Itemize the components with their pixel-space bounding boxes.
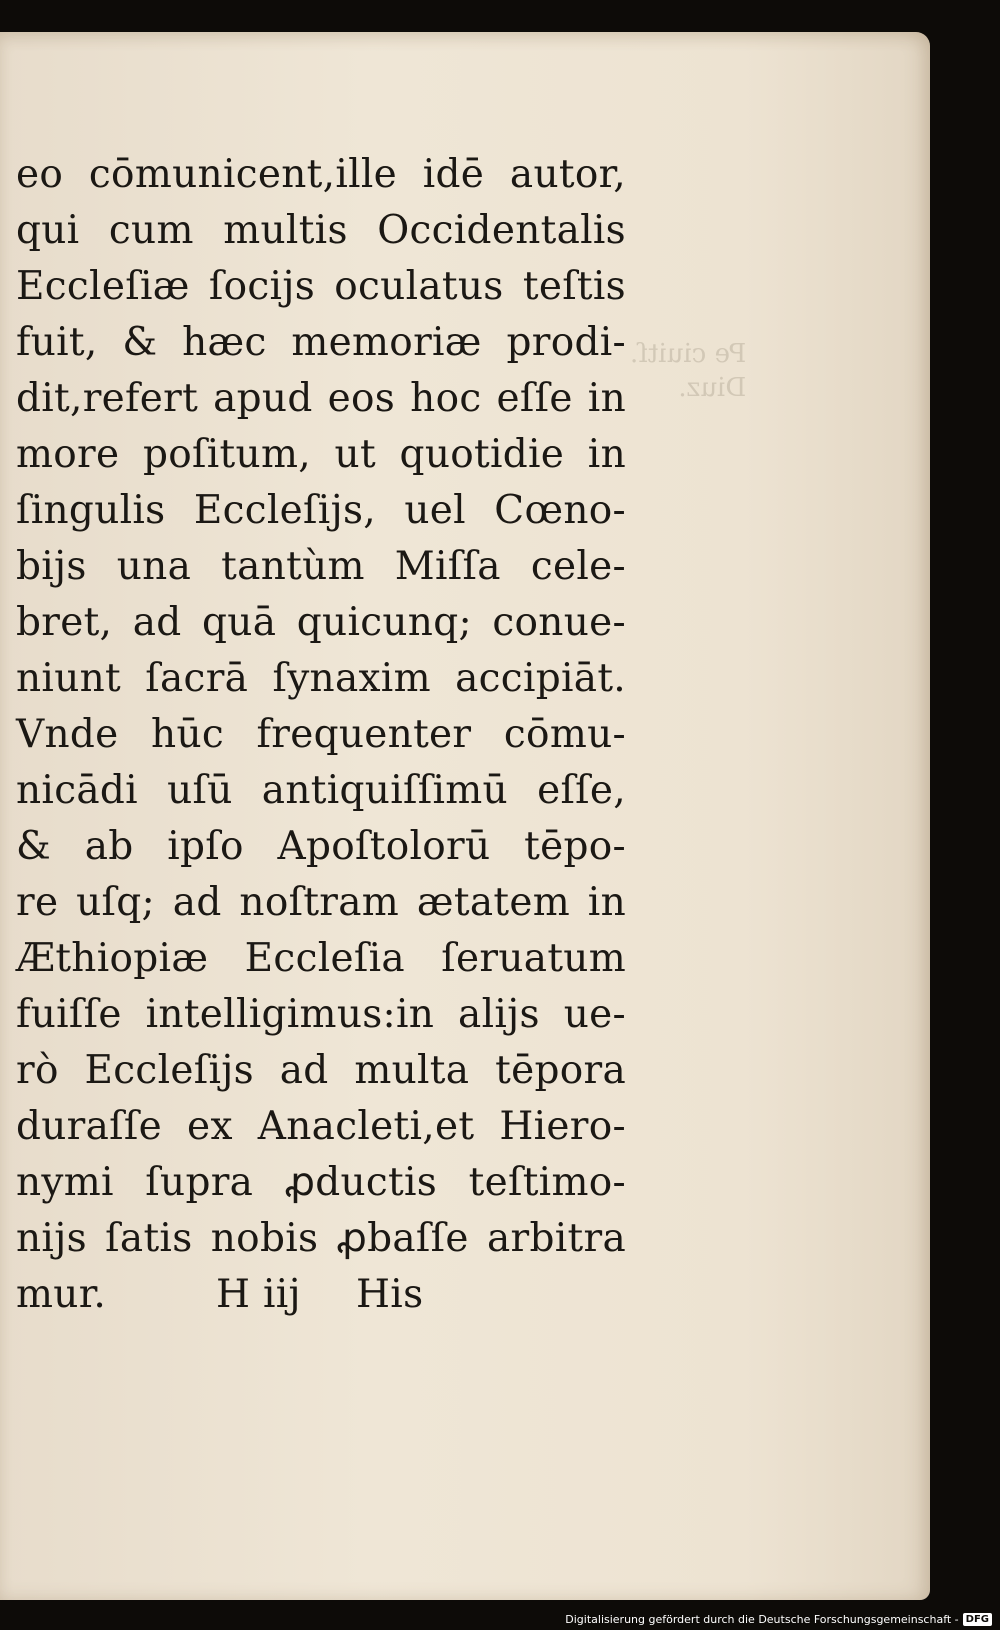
last-line [16, 1267, 626, 1323]
book-page [0, 32, 930, 1600]
text-line: nymi ſupra ꝓductis teſtimo- [16, 1160, 626, 1205]
text-line: bret, ad quā quicunq; conue- [16, 600, 626, 645]
catchword: His [356, 1272, 424, 1317]
text-line: Vnde hūc frequenter cōmu- [16, 712, 626, 757]
dfg-logo: DFG [963, 1613, 992, 1626]
signature-mark: H iij [216, 1272, 301, 1317]
last-word: mur. [16, 1272, 107, 1317]
text-line: re uſq; ad noſtram ætatem in [16, 880, 626, 925]
text-line: ſingulis Eccleſijs, uel Cœno- [16, 488, 626, 533]
funding-text: Digitalisierung gefördert durch die Deutsche Forschungsgemeinschaft - [565, 1613, 959, 1626]
text-line: Æthiopiæ Eccleſia ſeruatum [16, 936, 626, 981]
funding-footer [565, 1613, 992, 1626]
text-line: bijs una tantùm Miſſa cele- [16, 544, 626, 589]
text-line: niunt ſacrā ſynaxim accipiāt. [16, 656, 626, 701]
text-line: fuiſſe intelligimus:in alijs ue- [16, 992, 626, 1037]
text-line: eo cōmunicent,ille idē autor, [16, 152, 626, 197]
text-line: qui cum multis Occidentalis [16, 208, 626, 253]
text-line: nicādi uſū antiquiſſimū eſſe, [16, 768, 626, 813]
text-line: duraſſe ex Anacleti,et Hiero- [16, 1104, 626, 1149]
text-line: nijs ſatis nobis ꝓbaſſe arbitra [16, 1216, 626, 1261]
text-line: more poſitum, ut quotidie in [16, 432, 626, 477]
text-line: rò Eccleſijs ad multa tēpora [16, 1048, 626, 1093]
text-line: fuit, & hæc memoriæ prodi- [16, 320, 626, 365]
text-line: Eccleſiæ ſocijs oculatus teſtis [16, 264, 626, 309]
body-text [16, 147, 626, 1323]
show-through-marginalia: Pe ciuitſ. Diuz. [630, 339, 747, 403]
text-line: & ab ipſo Apoſtolorū tēpo- [16, 824, 626, 869]
text-line: dit,refert apud eos hoc eſſe in [16, 376, 626, 421]
